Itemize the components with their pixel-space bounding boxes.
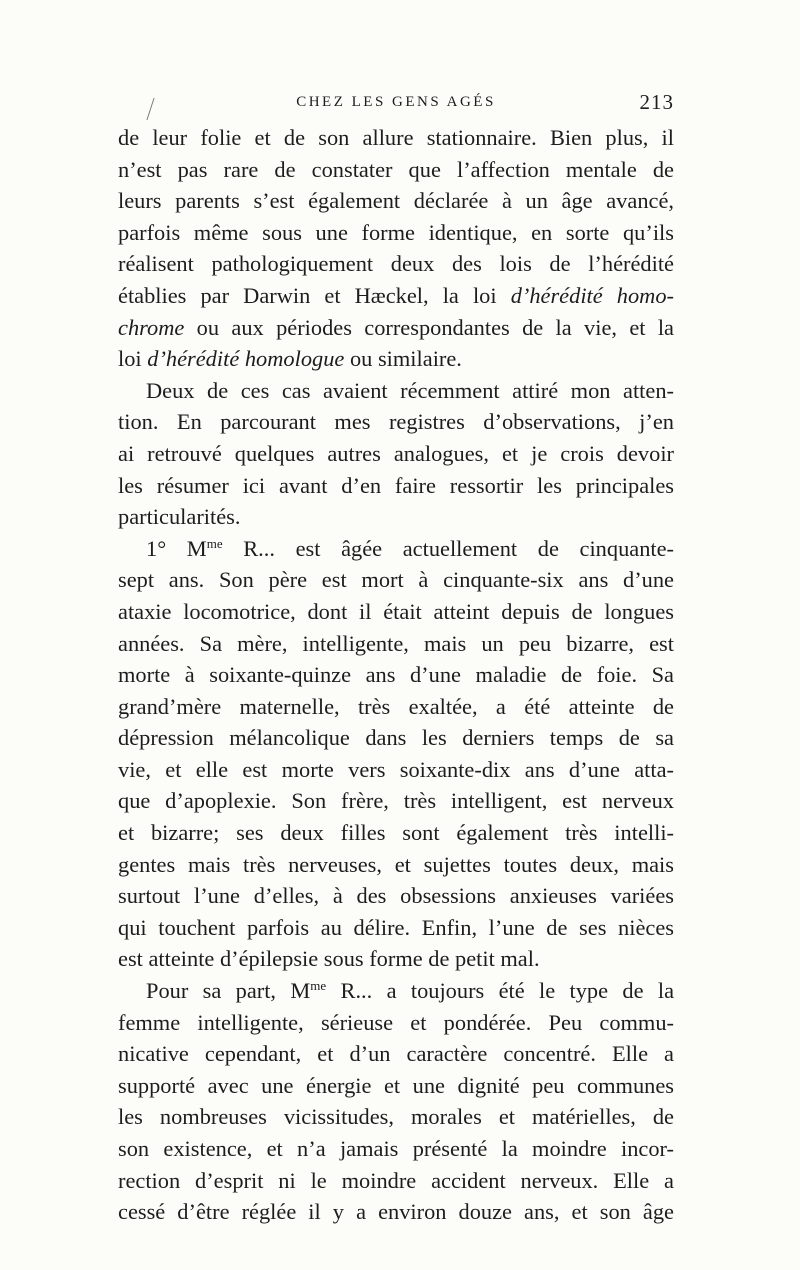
- text-segment: et bizarre; ses deux filles sont également très intelli-: [118, 820, 674, 846]
- text-line: [118, 754, 674, 786]
- text-segment: ai retrouvé quelques autres analogues, et je crois devoir: [118, 440, 674, 466]
- text-segment: son existence, et n’a jamais présenté la moindre incor-: [118, 1136, 674, 1161]
- text-segment: années. Sa mère, intelligente, mais un peu bizarre, est: [118, 630, 674, 656]
- body-text: [118, 122, 674, 1228]
- text-segment: particularités.: [118, 504, 241, 530]
- text-line: [118, 722, 674, 754]
- text-line: [118, 659, 674, 691]
- text-line: [118, 122, 674, 154]
- text-segment: qui touchent parfois au délire. Enfin, l’une de ses nièces: [118, 914, 674, 940]
- text-line: [118, 817, 674, 849]
- text-segment: les résumer ici avant d’en faire ressortir les principales: [118, 472, 674, 498]
- text-line: [118, 912, 674, 944]
- text-segment: établies par Darwin et Hæckel, la loi: [118, 282, 511, 308]
- superscript-text: me: [310, 978, 327, 994]
- text-line: [118, 343, 674, 375]
- text-line: [118, 880, 674, 912]
- text-line: [118, 849, 674, 881]
- text-segment: R... est âgée actuellement de cinquante-: [222, 535, 675, 561]
- text-segment: R... a toujours été le type de la: [326, 978, 675, 1004]
- text-line: [118, 975, 674, 1007]
- text-segment: loi: [118, 346, 148, 372]
- text-segment: vie, et elle est morte vers soixante-dix ans d’une atta-: [118, 756, 674, 782]
- text-segment: grand’mère maternelle, très exaltée, a été atteinte de: [118, 693, 674, 719]
- text-segment: gentes mais très nerveuses, et sujettes toutes deux, mais: [118, 851, 674, 877]
- text-line: [118, 596, 674, 628]
- text-segment: parfois même sous une forme identique, en sorte qu’ils: [118, 219, 674, 245]
- text-segment: supporté avec une énergie et une dignité peu communes: [118, 1072, 674, 1098]
- text-line: [118, 785, 674, 817]
- italic-text: d’hérédité homo-: [510, 282, 674, 308]
- text-line: [118, 1133, 674, 1165]
- text-segment: cessé d’être réglée il y a environ douze ans, et son âge: [118, 1199, 674, 1225]
- running-title: CHEZ LES GENS AGÉS: [296, 94, 496, 110]
- text-segment: ataxie locomotrice, dont il était atteint depuis de longues: [118, 598, 674, 624]
- text-line: [118, 501, 674, 533]
- text-line: [118, 280, 674, 312]
- text-line: [118, 943, 674, 975]
- text-segment: les nombreuses vicissitudes, morales et matérielles, de: [118, 1104, 674, 1130]
- text-segment: surtout l’une d’elles, à des obsessions anxieuses variées: [118, 883, 674, 909]
- text-line: [118, 691, 674, 723]
- text-line: [118, 1007, 674, 1039]
- text-segment: dépression mélancolique dans les derniers temps de sa: [118, 725, 674, 751]
- text-segment: 1° M: [146, 535, 207, 561]
- text-line: [118, 154, 674, 186]
- superscript-text: me: [206, 535, 223, 551]
- text-line: [118, 1038, 674, 1070]
- text-segment: leurs parents s’est également déclarée à un âge avancé,: [118, 188, 674, 214]
- text-segment: réalisent pathologiquement deux des lois de l’hérédité: [118, 251, 674, 277]
- text-line: [118, 406, 674, 438]
- text-segment: ou similaire.: [344, 346, 462, 372]
- page-header: [118, 90, 674, 120]
- text-segment: de leur folie et de son allure stationnaire. Bien plus, il: [118, 125, 674, 150]
- text-line: [118, 312, 674, 344]
- text-segment: morte à soixante-quinze ans d’une maladie de foie. Sa: [118, 662, 674, 688]
- text-segment: rection d’esprit ni le moindre accident nerveux. Elle a: [118, 1167, 674, 1193]
- text-segment: que d’apoplexie. Son frère, très intelligent, est nerveux: [118, 788, 674, 814]
- italic-text: chrome: [118, 314, 185, 340]
- italic-text: d’hérédité homologue: [147, 346, 345, 372]
- text-line: [118, 438, 674, 470]
- text-line: [118, 533, 674, 565]
- text-line: [118, 1101, 674, 1133]
- text-segment: n’est pas rare de constater que l’affection mentale de: [118, 156, 674, 182]
- text-line: [118, 564, 674, 596]
- text-segment: nicative cependant, et d’un caractère concentré. Elle a: [118, 1041, 674, 1067]
- text-line: [118, 217, 674, 249]
- text-line: [118, 628, 674, 660]
- text-line: [118, 1196, 674, 1228]
- text-segment: Deux de ces cas avaient récemment attiré mon atten-: [146, 377, 674, 403]
- text-line: [118, 185, 674, 217]
- text-segment: est atteinte d’épilepsie sous forme de petit mal.: [118, 946, 540, 972]
- text-line: [118, 248, 674, 280]
- text-line: [118, 1070, 674, 1102]
- text-segment: Pour sa part, M: [146, 978, 311, 1004]
- text-line: [118, 1165, 674, 1197]
- text-segment: femme intelligente, sérieuse et pondérée. Peu commu-: [118, 1009, 674, 1035]
- text-line: [118, 375, 674, 407]
- text-segment: sept ans. Son père est mort à cinquante-six ans d’une: [118, 567, 674, 593]
- text-line: [118, 470, 674, 502]
- text-segment: tion. En parcourant mes registres d’observations, j’en: [118, 409, 674, 435]
- page-number: 213: [639, 90, 674, 114]
- text-segment: ou aux périodes correspondantes de la vie, et la: [184, 314, 674, 340]
